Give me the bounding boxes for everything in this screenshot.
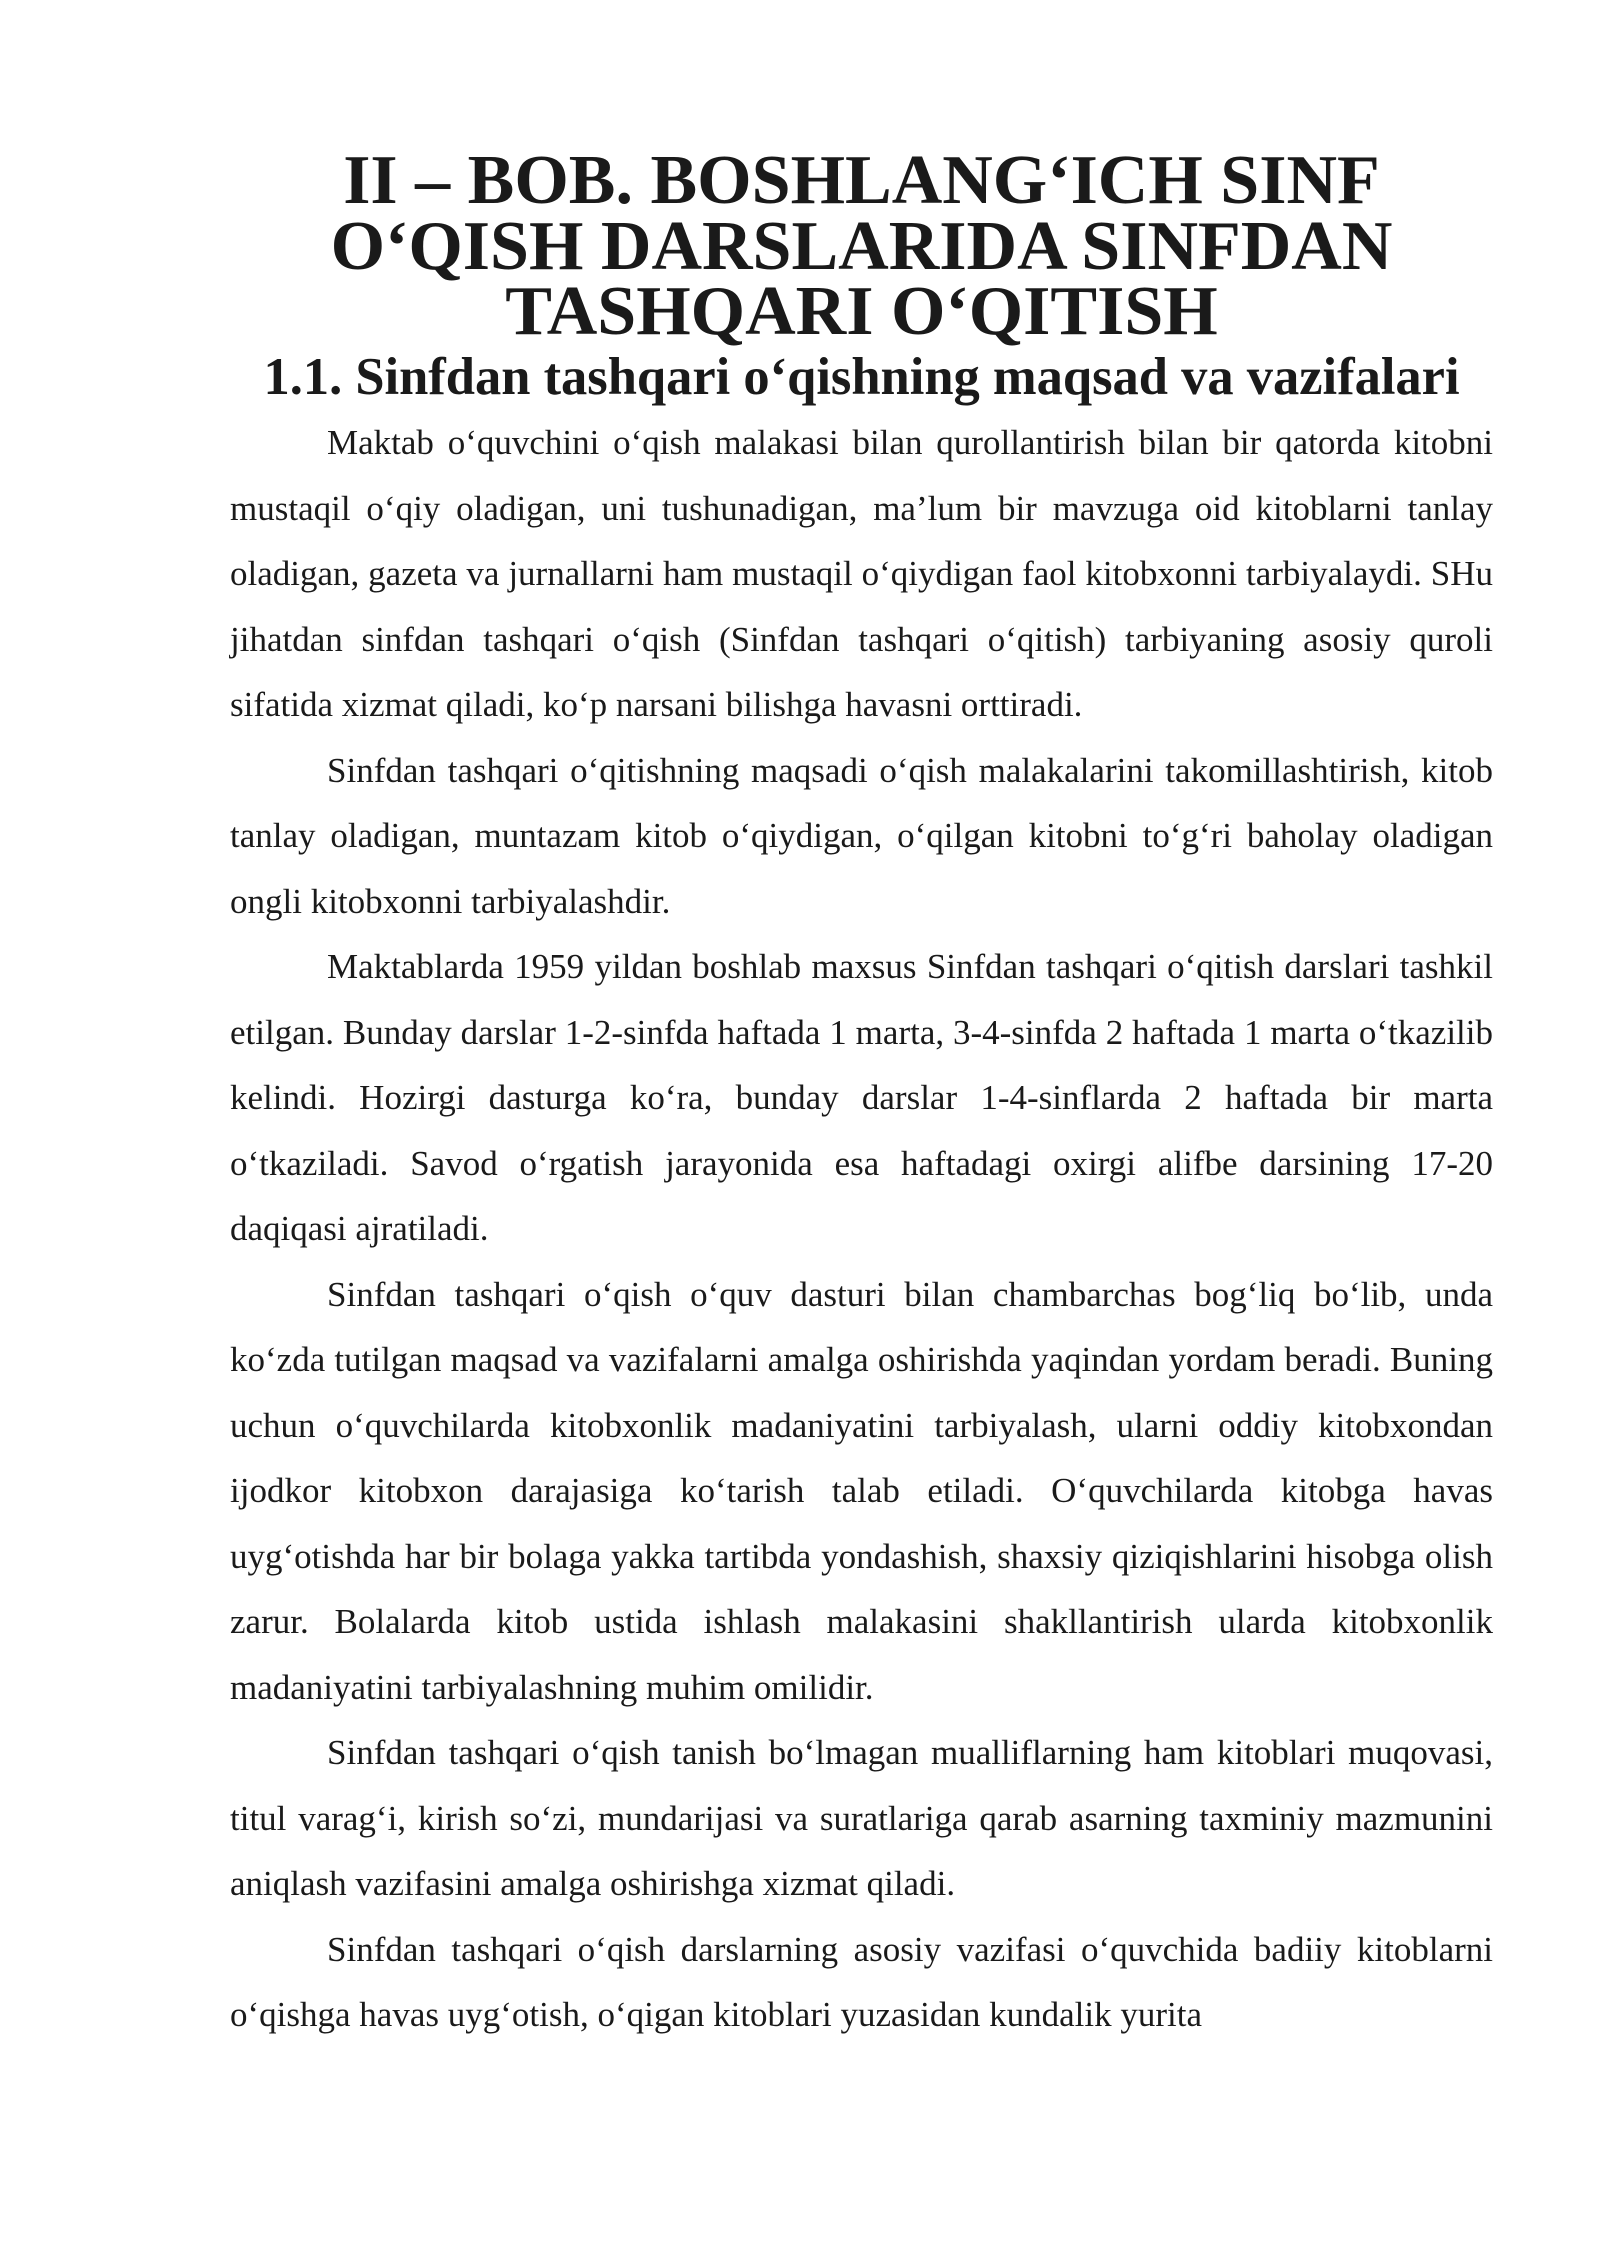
chapter-title: II – BOB. BOSHLANG‘ICH SINF O‘QISH DARSLARIDA SINFDAN TASHQARI O‘QITISH bbox=[330, 142, 1393, 350]
paragraph: Sinfdan tashqari o‘qish tanish bo‘lmagan mualliflarning ham kitoblari muqovasi, titul varag‘i, kirish so‘zi, mundarijasi va suratlariga qarab asarning taxminiy mazmunini aniqlash vazifasini amalga oshirishga xizmat qiladi. bbox=[230, 1733, 1493, 1903]
paragraph: Maktab o‘quvchini o‘qish malakasi bilan qurollantirish bilan bir qatorda kitobni mustaqil o‘qiy oladigan, uni tushunadigan, ma’lum bir mavzuga oid kitoblarni tanlay oladigan, gazeta va jurnallarni ham mustaqil o‘qiydigan faol kitobxonni tarbiyalaydi. SHu jihatdan sinfdan tashqari o‘qish (Sinfdan tashqari o‘qitish) tarbiyaning asosiy quroli sifatida xizmat qiladi, ko‘p narsani bilishga havasni orttiradi. bbox=[230, 423, 1493, 724]
paragraph: Sinfdan tashqari o‘qish o‘quv dasturi bilan chambarchas bog‘liq bo‘lib, unda ko‘zda tutilgan maqsad va vazifalarni amalga oshirishda yaqindan yordam beradi. Buning uchun o‘quvchilarda kitobxonlik madaniyatini tarbiyalash, ularni oddiy kitobxondan ijodkor kitobxon darajasiga ko‘tarish talab etiladi. O‘quvchilarda kitobga havas uyg‘otishda har bir bolaga yakka tartibda yondashish, shaxsiy qiziqishlarini hisobga olish zarur. Bolalarda kitob ustida ishlash malakasini shakllantirish ularda kitobxonlik madaniyatini tarbiyalashning muhim omilidir. bbox=[230, 1274, 1493, 1707]
paragraph: Sinfdan tashqari o‘qish darslarning asosiy vazifasi o‘quvchida badiiy kitoblarni o‘qishga havas uyg‘otish, o‘qigan kitoblari yuzasidan kundalik yurita bbox=[230, 1929, 1493, 2034]
section-title: 1.1. Sinfdan tashqari o‘qishning maqsad va vazifalari bbox=[263, 347, 1460, 406]
paragraph: Sinfdan tashqari o‘qitishning maqsadi o‘qish malakalarini takomillashtirish, kitob tanlay oladigan, muntazam kitob o‘qiydigan, o‘qilgan kitobni to‘g‘ri baholay oladigan ongli kitobxonni tarbiyalashdir. bbox=[230, 750, 1493, 921]
paragraph: Maktablarda 1959 yildan boshlab maxsus Sinfdan tashqari o‘qitish darslari tashkil etilgan. Bunday darslar 1-2-sinfda haftada 1 marta, 3-4-sinfda 2 haftada 1 marta o‘tkazilib kelindi. Hozirgi dasturga ko‘ra, bunday darslar 1-4-sinflarda 2 haftada bir marta o‘tkaziladi. Savod o‘rgatish jarayonida esa haftadagi oxirgi alifbe darsining 17-20 daqiqasi ajratiladi. bbox=[230, 947, 1493, 1248]
document-page bbox=[230, 142, 1493, 2048]
